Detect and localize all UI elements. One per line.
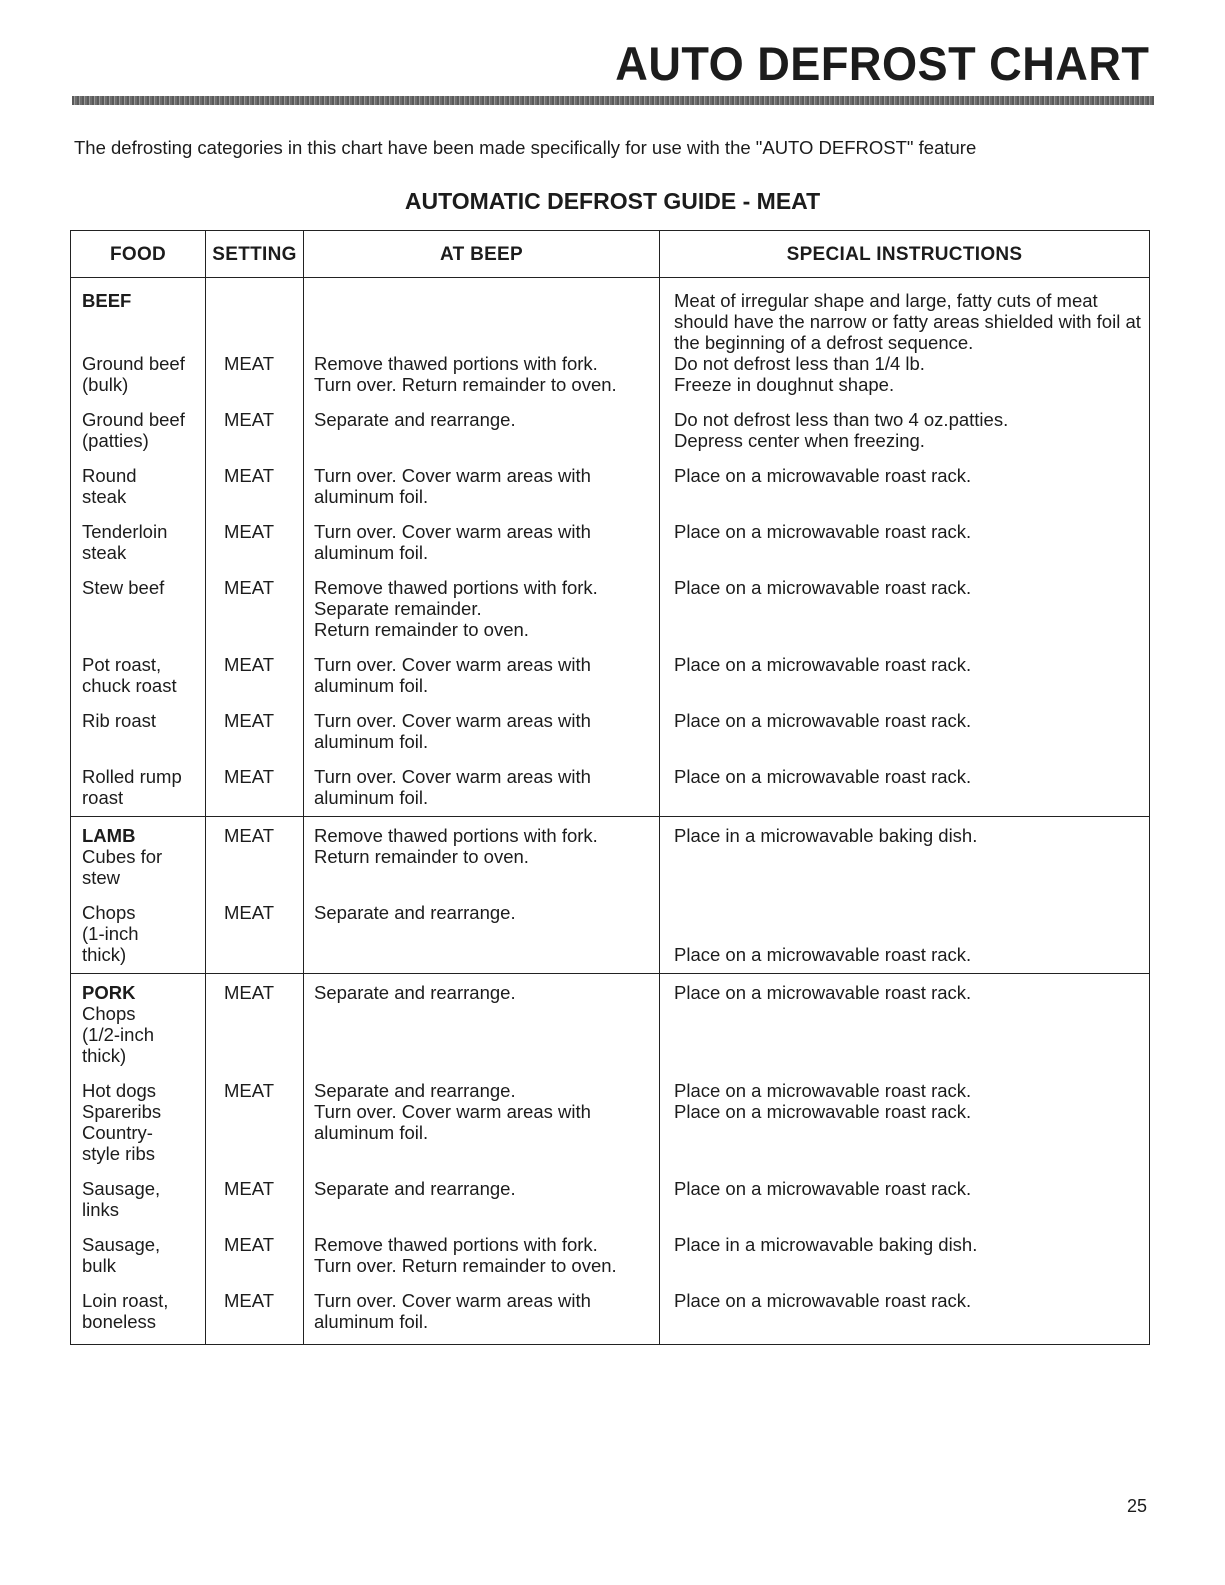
setting-cell-text: MEAT: [224, 353, 275, 374]
at-beep-cell: [304, 766, 660, 817]
food-cell: [71, 710, 206, 766]
header-at-beep: AT BEEP: [304, 231, 660, 278]
setting-cell-text: MEAT: [224, 577, 275, 598]
special-instructions-cell-text: Place in a microwavable baking dish.: [674, 825, 978, 846]
food-cell: [71, 521, 206, 577]
setting-cell: [206, 521, 304, 577]
header-food: FOOD: [71, 231, 206, 278]
food-cell-text: Rib roast: [82, 710, 157, 731]
table-subtitle: [0, 188, 1225, 215]
at-beep-cell: [304, 353, 660, 409]
at-beep-cell: [304, 1080, 660, 1178]
setting-cell: [206, 710, 304, 766]
special-instructions-cell: [660, 1290, 1150, 1345]
special-instructions-cell: [660, 654, 1150, 710]
food-cell-text: Chops (1/2-inch thick): [82, 1003, 154, 1066]
setting-cell-text: MEAT: [224, 521, 275, 542]
setting-cell: [206, 766, 304, 817]
header-special-instructions: SPECIAL INSTRUCTIONS: [660, 231, 1150, 278]
table-row: [71, 465, 1150, 521]
food-cell: [71, 409, 206, 465]
special-instructions-cell-text: Place on a microwavable roast rack.: [674, 465, 972, 486]
setting-cell: [206, 1080, 304, 1178]
setting-cell: [206, 902, 304, 974]
food-cell-text: Cubes for stew: [82, 846, 163, 888]
food-cell-text: Ground beef (bulk): [82, 353, 185, 395]
special-instructions-cell-text: Place in a microwavable baking dish.: [674, 1234, 978, 1255]
special-instructions-cell: [660, 1234, 1150, 1290]
setting-cell: [206, 1178, 304, 1234]
page-number: 25: [1126, 1496, 1147, 1516]
at-beep-cell: [304, 278, 660, 354]
table-row: [71, 1178, 1150, 1234]
food-cell-text: Chops (1-inch thick): [82, 902, 139, 965]
setting-cell: [206, 1290, 304, 1345]
food-cell: [71, 465, 206, 521]
special-instructions-cell-text: Place on a microwavable roast rack.: [674, 710, 972, 731]
at-beep-cell: [304, 465, 660, 521]
special-instructions-cell: [660, 766, 1150, 817]
at-beep-cell-text: Separate and rearrange.: [314, 409, 516, 430]
at-beep-cell: [304, 654, 660, 710]
food-cell-text: Round steak: [82, 465, 137, 507]
setting-cell-text: MEAT: [224, 825, 275, 846]
special-instructions-cell-text: Place on a microwavable roast rack.: [674, 654, 972, 675]
at-beep-cell: [304, 817, 660, 903]
setting-cell-text: MEAT: [224, 1290, 275, 1311]
title-rule: [72, 96, 1154, 105]
setting-cell-text: MEAT: [224, 654, 275, 675]
food-cell: [71, 577, 206, 654]
setting-cell-text: MEAT: [224, 1080, 275, 1101]
at-beep-cell: [304, 902, 660, 974]
table-header-row: [71, 231, 1150, 278]
header-setting: SETTING: [206, 231, 304, 278]
setting-cell-text: MEAT: [224, 902, 275, 923]
table-row: [71, 521, 1150, 577]
setting-cell-text: MEAT: [224, 982, 275, 1003]
at-beep-cell-text: Separate and rearrange. Turn over. Cover warm areas with aluminum foil.: [314, 1080, 591, 1143]
at-beep-cell-text: Turn over. Cover warm areas with aluminum foil.: [314, 654, 591, 696]
table-subtitle-text: AUTOMATIC DEFROST GUIDE - MEAT: [404, 188, 821, 214]
table-row: [71, 1234, 1150, 1290]
table-row: [71, 1290, 1150, 1345]
food-cell-text: Sausage, bulk: [82, 1234, 161, 1276]
special-instructions-cell: [660, 1178, 1150, 1234]
special-instructions-cell: [660, 974, 1150, 1081]
at-beep-cell: [304, 521, 660, 577]
food-cell-text: Tenderloin steak: [82, 521, 168, 563]
food-cell: [71, 817, 206, 903]
special-instructions-cell: [660, 577, 1150, 654]
at-beep-cell: [304, 1290, 660, 1345]
at-beep-cell: [304, 974, 660, 1081]
table-row: [71, 353, 1150, 409]
food-cell-text: Sausage, links: [82, 1178, 161, 1220]
food-cell-text: Loin roast, boneless: [82, 1290, 169, 1332]
at-beep-cell: [304, 1234, 660, 1290]
food-cell: [71, 1080, 206, 1178]
food-cell: [71, 278, 206, 354]
special-instructions-cell-text: Place on a microwavable roast rack.: [674, 1290, 972, 1311]
food-cell: [71, 1178, 206, 1234]
special-instructions-cell: [660, 278, 1150, 354]
special-instructions-cell-text: Place on a microwavable roast rack.: [674, 521, 972, 542]
special-instructions-cell: [660, 817, 1150, 903]
setting-cell: [206, 1234, 304, 1290]
setting-cell: [206, 278, 304, 354]
special-instructions-cell: [660, 1080, 1150, 1178]
food-cell: [71, 902, 206, 974]
at-beep-cell-text: Turn over. Cover warm areas with aluminum foil.: [314, 1290, 591, 1332]
table-row: [71, 817, 1150, 903]
table-row: [71, 974, 1150, 1081]
special-instructions-cell-text: Place on a microwavable roast rack.: [674, 944, 972, 965]
food-cell: [71, 1234, 206, 1290]
food-cell: [71, 766, 206, 817]
category-label: BEEF: [82, 290, 132, 311]
setting-cell: [206, 577, 304, 654]
at-beep-cell-text: Remove thawed portions with fork. Turn over. Return remainder to oven.: [314, 1234, 617, 1276]
category-label: PORK: [82, 982, 136, 1003]
special-instructions-cell-text: Place on a microwavable roast rack.: [674, 577, 972, 598]
at-beep-cell-text: Remove thawed portions with fork. Turn over. Return remainder to oven.: [314, 353, 617, 395]
special-instructions-cell: [660, 409, 1150, 465]
setting-cell: [206, 817, 304, 903]
at-beep-cell: [304, 577, 660, 654]
at-beep-cell-text: Remove thawed portions with fork. Separate remainder. Return remainder to oven.: [314, 577, 598, 640]
table-row: [71, 902, 1150, 974]
setting-cell-text: MEAT: [224, 710, 275, 731]
at-beep-cell-text: Separate and rearrange.: [314, 982, 516, 1003]
intro-text: The defrosting categories in this chart have been made specifically for use with the "AUTO DEFROST" feature: [74, 137, 977, 158]
setting-cell: [206, 654, 304, 710]
at-beep-cell-text: Separate and rearrange.: [314, 902, 516, 923]
at-beep-cell-text: Turn over. Cover warm areas with aluminum foil.: [314, 766, 591, 808]
food-cell: [71, 654, 206, 710]
setting-cell: [206, 353, 304, 409]
at-beep-cell-text: Turn over. Cover warm areas with aluminum foil.: [314, 521, 591, 563]
special-instructions-cell-text: Meat of irregular shape and large, fatty cuts of meat should have the narrow or fatty areas shielded with foil at the beginning of a defrost sequence.: [674, 290, 1141, 353]
special-instructions-cell-text: Do not defrost less than two 4 oz.patties. Depress center when freezing.: [674, 409, 1009, 451]
food-cell-text: Pot roast, chuck roast: [82, 654, 177, 696]
setting-cell: [206, 465, 304, 521]
page-title: AUTO DEFROST CHART: [614, 37, 1149, 90]
defrost-guide-table: [70, 230, 1150, 1345]
category-label: LAMB: [82, 825, 136, 846]
table-row: [71, 1080, 1150, 1178]
table-body: [71, 278, 1150, 1345]
special-instructions-cell-text: Place on a microwavable roast rack.: [674, 766, 972, 787]
setting-cell: [206, 974, 304, 1081]
table-row: [71, 766, 1150, 817]
special-instructions-cell-text: Do not defrost less than 1/4 lb. Freeze in doughnut shape.: [674, 353, 925, 395]
table-row: [71, 654, 1150, 710]
special-instructions-cell: [660, 465, 1150, 521]
food-cell-text: Stew beef: [82, 577, 165, 598]
food-cell-text: Ground beef (patties): [82, 409, 185, 451]
at-beep-cell: [304, 1178, 660, 1234]
setting-cell-text: MEAT: [224, 1178, 275, 1199]
setting-cell-text: MEAT: [224, 409, 275, 430]
food-cell-text: Hot dogs Spareribs Country- style ribs: [82, 1080, 162, 1164]
at-beep-cell: [304, 710, 660, 766]
table-row: [71, 409, 1150, 465]
table-row: [71, 278, 1150, 354]
food-cell: [71, 974, 206, 1081]
special-instructions-cell-text: Place on a microwavable roast rack.: [674, 1178, 972, 1199]
special-instructions-cell: [660, 902, 1150, 974]
setting-cell: [206, 409, 304, 465]
table-row: [71, 577, 1150, 654]
special-instructions-cell: [660, 710, 1150, 766]
at-beep-cell-text: Separate and rearrange.: [314, 1178, 516, 1199]
setting-cell-text: MEAT: [224, 465, 275, 486]
at-beep-cell-text: Turn over. Cover warm areas with aluminum foil.: [314, 465, 591, 507]
special-instructions-cell-text: Place on a microwavable roast rack. Place on a microwavable roast rack.: [674, 1080, 972, 1122]
special-instructions-cell: [660, 521, 1150, 577]
at-beep-cell-text: Remove thawed portions with fork. Return remainder to oven.: [314, 825, 598, 867]
special-instructions-cell-text: Place on a microwavable roast rack.: [674, 982, 972, 1003]
at-beep-cell-text: Turn over. Cover warm areas with aluminum foil.: [314, 710, 591, 752]
food-cell: [71, 353, 206, 409]
food-cell-text: Rolled rump roast: [82, 766, 182, 808]
setting-cell-text: MEAT: [224, 1234, 275, 1255]
at-beep-cell: [304, 409, 660, 465]
setting-cell-text: MEAT: [224, 766, 275, 787]
table-row: [71, 710, 1150, 766]
food-cell: [71, 1290, 206, 1345]
special-instructions-cell: [660, 353, 1150, 409]
